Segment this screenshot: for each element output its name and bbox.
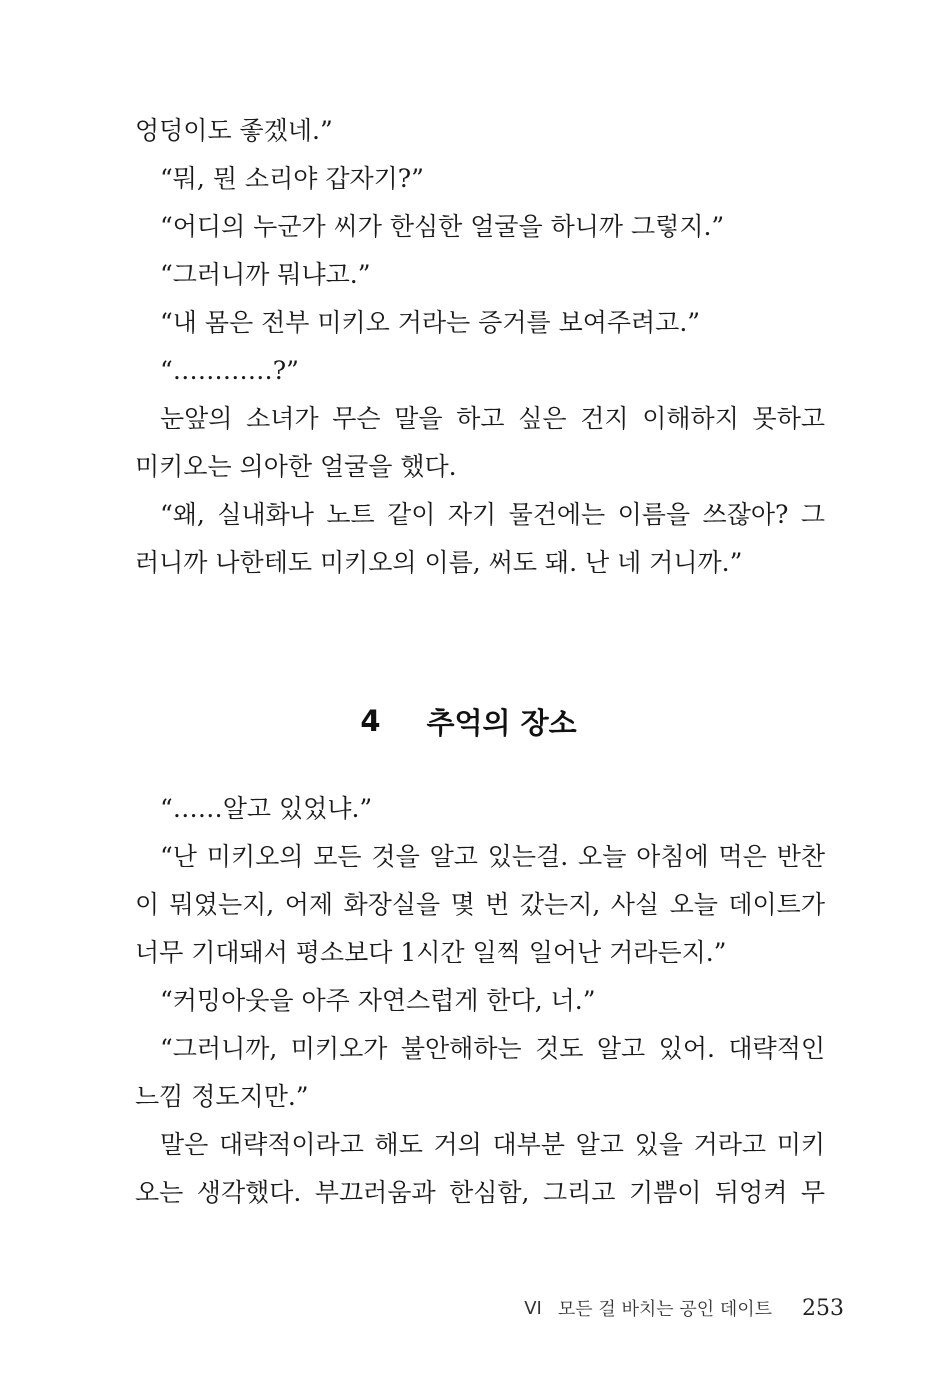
text-line: 미키오는 의아한 얼굴을 했다. <box>135 452 457 481</box>
text-line: 엉덩이도 좋겠네.” <box>135 116 333 145</box>
text-line: “내 몸은 전부 미키오 거라는 증거를 보여주려고.” <box>160 308 701 337</box>
chapter-title: 추억의 장소 <box>426 705 577 740</box>
body-text-bottom <box>135 785 825 1217</box>
text-line: “커밍아웃을 아주 자연스럽게 한다, 너.” <box>160 986 596 1015</box>
text-line: “그러니까, 미키오가 불안해하는 것도 알고 있어. 대략적인 <box>160 1034 825 1063</box>
running-footer <box>524 1290 844 1326</box>
chapter-heading <box>0 696 937 746</box>
text-line: “어디의 누군가 씨가 한심한 얼굴을 하니까 그렇지.” <box>160 212 725 241</box>
text-line: 너무 기대돼서 평소보다 1시간 일찍 일어난 거라든지.” <box>135 938 727 967</box>
text-line: 말은 대략적이라고 해도 거의 대부분 알고 있을 거라고 미키 <box>160 1130 825 1159</box>
chapter-number: 4 <box>360 704 381 738</box>
body-text-top <box>135 107 825 587</box>
section-number: VI <box>524 1297 542 1319</box>
text-line: “난 미키오의 모든 것을 알고 있는걸. 오늘 아침에 먹은 반찬 <box>160 842 825 871</box>
text-line: “왜, 실내화나 노트 같이 자기 물건에는 이름을 쓰잖아? 그 <box>160 500 825 529</box>
page-number: 253 <box>802 1295 844 1321</box>
text-line: 러니까 나한테도 미키오의 이름, 써도 돼. 난 네 거니까.” <box>135 548 743 577</box>
text-line: 이 뭐였는지, 어제 화장실을 몇 번 갔는지, 사실 오늘 데이트가 <box>135 890 825 919</box>
text-line: “뭐, 뭔 소리야 갑자기?” <box>160 164 424 193</box>
text-line: 눈앞의 소녀가 무슨 말을 하고 싶은 건지 이해하지 못하고 <box>160 404 825 433</box>
text-line: 오는 생각했다. 부끄러움과 한심함, 그리고 기쁨이 뒤엉켜 무 <box>135 1178 825 1207</box>
text-line: 느낌 정도지만.” <box>135 1082 309 1111</box>
section-title: 모든 걸 바치는 공인 데이트 <box>557 1299 772 1320</box>
text-line: “그러니까 뭐냐고.” <box>160 260 371 289</box>
text-line: “……알고 있었냐.” <box>160 794 373 823</box>
text-line: “…………?” <box>160 356 299 385</box>
